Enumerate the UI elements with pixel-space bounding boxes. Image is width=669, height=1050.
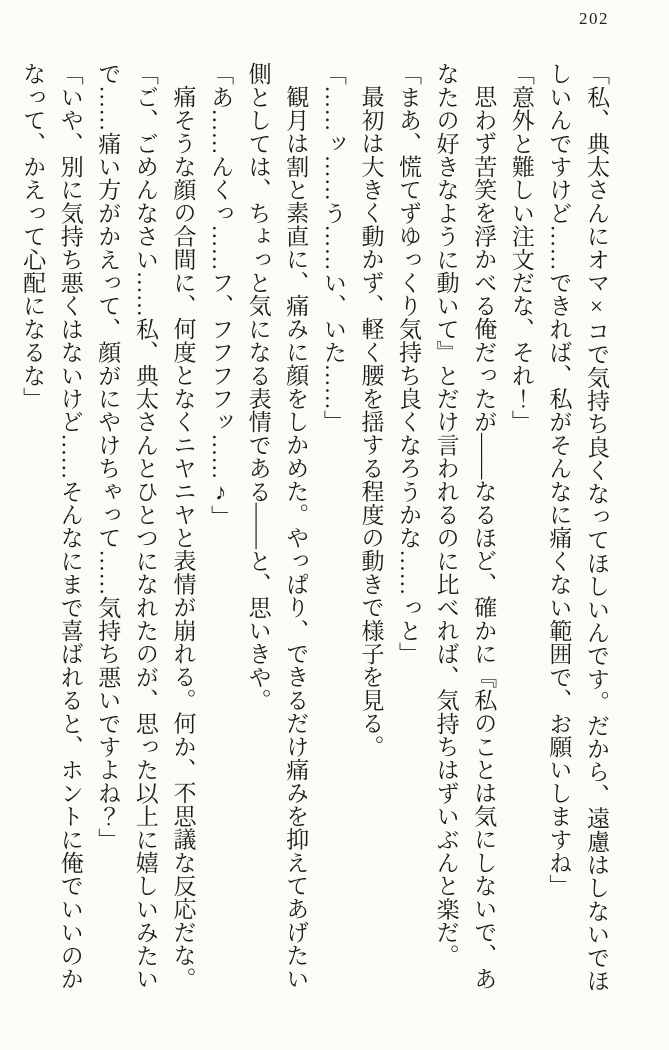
text-line: なって、かえって心配になるな」 [20,62,46,410]
text-line: 思わず苦笑を浮かべる俺だったが――なるほど、確かに『私のことは気にしないで、あ [471,85,497,990]
text-line: 「……ッ……う……い、いた……」 [320,62,346,434]
text-line: 側としては、ちょっと気になる表情である――と、思いきや。 [245,62,271,712]
page-number: 202 [579,9,609,28]
vertical-text-area [14,62,616,1018]
text-line: で……痛い方がかえって、顔がにやけちゃって……気持ち悪いですよね？」 [95,62,121,851]
text-line: 「いや、別に気持ち悪くはないけど……そんなにまで喜ばれると、ホントに俺でいいのか [57,62,83,990]
text-line: 「ご、ごめんなさい……私、典太さんとひとつになれたのが、思った以上に嬉しいみたい [132,62,158,990]
text-line: 「私、典太さんにオマ×コで気持ち良くなってほしいんです。だから、遠慮はしないでほ [584,62,609,992]
text-line: 「意外と難しい注文だな、それ！」 [508,62,534,434]
text-line: しいんですけど……できれば、私がそんなに痛くない範囲で、お願いしますね」 [546,62,572,898]
text-line: 痛そうな顔の合間に、何度となくニヤニヤと表情が崩れる。何か、不思議な反応だな。 [170,85,196,990]
text-line: 観月は割と素直に、痛みに顔をしかめた。やっぱり、できるだけ痛みを抑えてあげたい [283,85,309,990]
text-line: なたの好きなように動いて』とだけ言われるのに比べれば、気持ちはずいぶんと楽だ。 [433,62,459,967]
text-line: 最初は大きく動かず、軽く腰を揺する程度の動きで様子を見る。 [358,85,384,758]
text-line: 「まあ、慌てずゆっくり気持ち良くなろうかな……っと」 [396,62,422,666]
text-line: 「あ……んくっ……フ、フフフフッ……♪」 [208,62,234,528]
